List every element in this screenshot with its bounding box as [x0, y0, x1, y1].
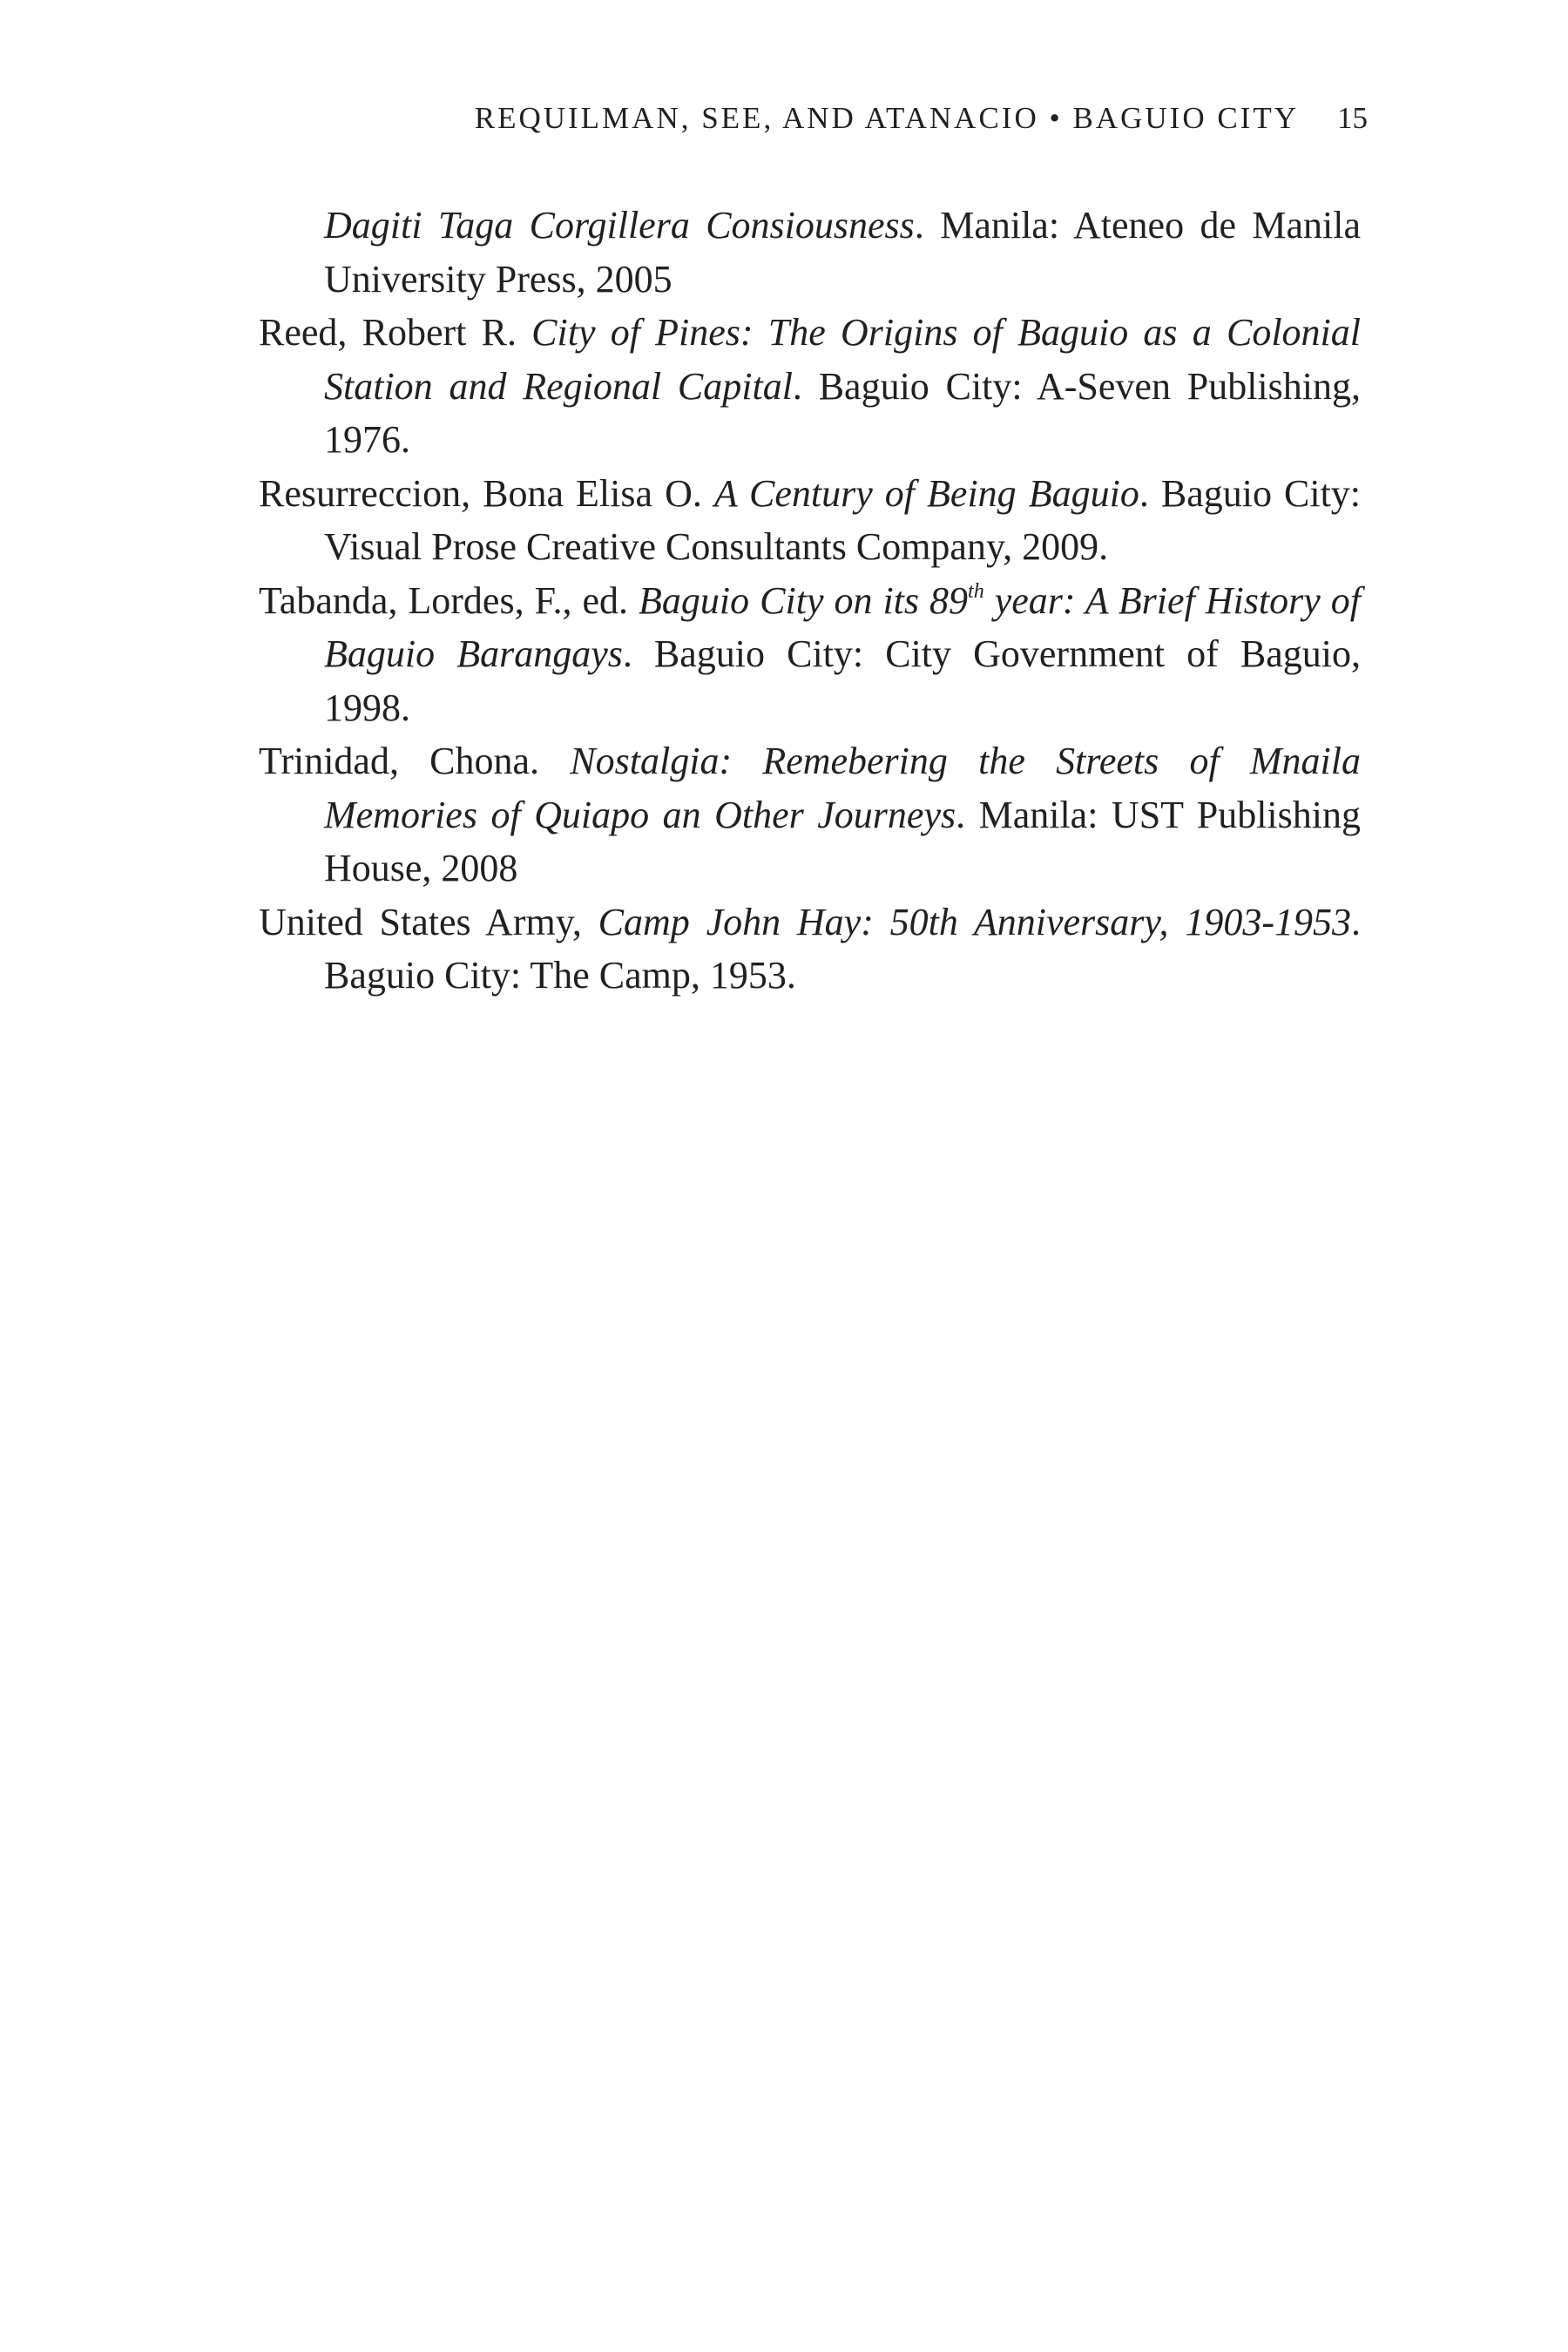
entry-author: Trinidad, Chona.: [259, 740, 571, 782]
entry-publication: . Manila: UST Publishing House, 2008: [324, 793, 1361, 889]
bibliography-entry-tabanda: [259, 574, 1361, 735]
entry-title: City of Pines: The Origins of Baguio as a Colonial Station and Regional Capital: [324, 311, 1361, 408]
bibliography-entry-trinidad: [259, 734, 1361, 896]
bibliography-list: [259, 199, 1361, 1003]
bibliography-entry-us-army: [259, 896, 1361, 1003]
entry-title-superscript: th: [968, 579, 984, 603]
entry-title: A Century of Being Baguio: [713, 471, 1139, 515]
bibliography-entry-resurreccion: [259, 467, 1361, 574]
entry-title: Dagiti Taga Corgillera Consiousness: [324, 204, 915, 247]
entry-author: Reed, Robert R.: [259, 311, 532, 354]
bibliography-entry-reed: [259, 306, 1361, 467]
entry-publication: . Baguio City: A-Seven Publishing, 1976.: [324, 364, 1361, 461]
running-title: REQUILMAN, SEE, AND ATANACIO • BAGUIO CITY: [474, 101, 1299, 135]
entry-author: Resurreccion, Bona Elisa O.: [259, 471, 714, 515]
entry-publication: . Baguio City: The Camp, 1953.: [324, 900, 1361, 997]
entry-publication: . Baguio City: City Government of Baguio, 1998.: [324, 632, 1361, 729]
running-head: [475, 103, 1368, 133]
entry-publication: . Manila: Ateneo de Manila University Press, 2005: [324, 204, 1362, 301]
bibliography-entry-continuation: [259, 199, 1361, 306]
entry-title: Camp John Hay: 50th Anniversary, 1903-1953: [598, 900, 1351, 943]
entry-publication: . Baguio City: Visual Prose Creative Consultants Company, 2009.: [324, 471, 1362, 568]
entry-author: United States Army,: [259, 900, 598, 943]
entry-title: Nostalgia: Remebering the Streets of Mnaila Memories of Quiapo an Other Journeys: [324, 740, 1361, 836]
page-number: 15: [1337, 101, 1368, 135]
entry-title-part1: Baguio City on its 89: [639, 578, 969, 622]
entry-title-part2: year: A Brief History of Baguio Barangays: [324, 578, 1362, 675]
entry-author: Tabanda, Lordes, F., ed.: [259, 578, 639, 622]
